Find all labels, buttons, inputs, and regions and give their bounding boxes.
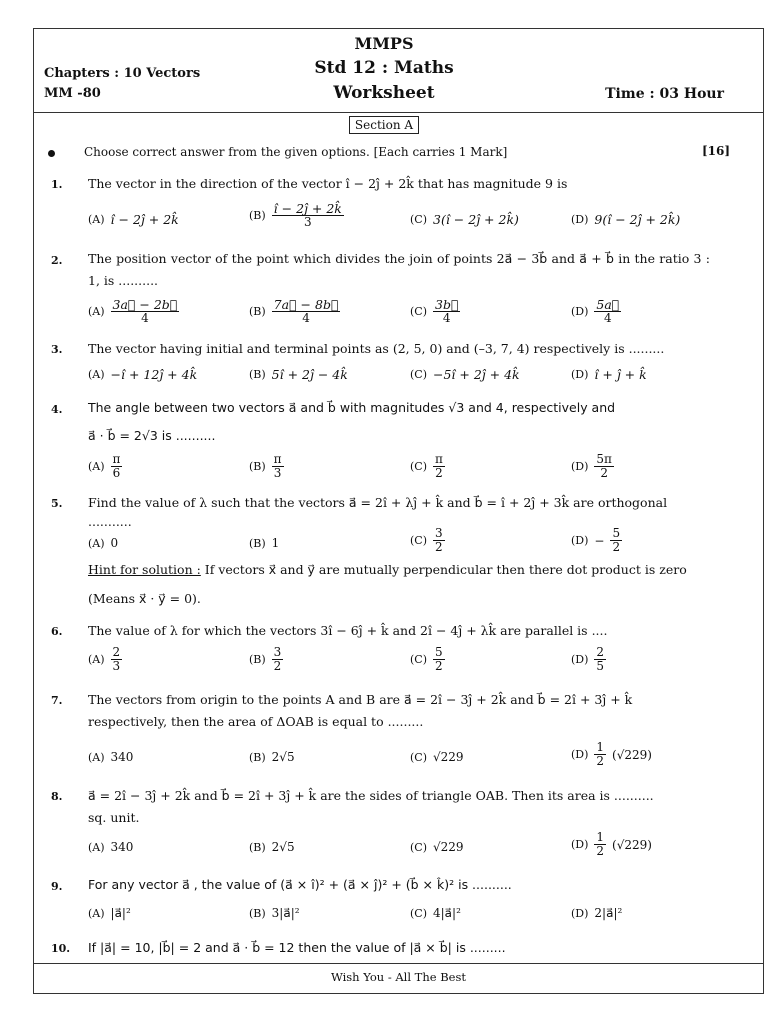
subject-title: Std 12 : Maths [314, 58, 454, 78]
question-text-cont: a⃗ · b⃗ = 2√3 is .......... [88, 428, 216, 443]
option-b: (B) $\frac{\pi}{3}$ [249, 452, 282, 480]
chapter-label: Chapters : 10 Vectors [44, 66, 201, 81]
hint-text [88, 559, 710, 581]
question-text-cont: respectively, then the area of ΔOAB is equal to ......... [88, 714, 424, 729]
option-c: (C) $\frac{5}{2}$ [410, 645, 443, 673]
section-marks: [16] [701, 144, 730, 158]
option-a: (A) $\frac{\pi}{6}$ [88, 452, 121, 480]
header-divider [33, 112, 764, 113]
option-b: (B) 3|a⃗|² [249, 906, 300, 920]
question-text: The value of λ for which the vectors 3î − 6ĵ + k̂ and 2î − 4ĵ + λk̂ are parallel is .... [88, 623, 608, 638]
question-number: 7. [51, 694, 63, 707]
worksheet-title: Worksheet [333, 83, 435, 103]
footer-divider [33, 963, 764, 964]
question-number: 1. [51, 178, 63, 191]
option-a: (A) î − 2ĵ + 2k̂ [88, 212, 179, 227]
question-text: Find the value of λ such that the vectors a⃗ = 2î + λĵ + k̂ and b⃗ = î + 2ĵ + 3k̂ are orthogonal [88, 495, 668, 510]
option-b: (B) $\frac{7a⃗ - 8b⃗}{4}$ [249, 297, 339, 325]
option-a: (A) $\frac{3a⃗ - 2b⃗}{4}$ [88, 297, 178, 325]
option-b: (B) 2√5 [249, 840, 295, 854]
question-number: 5. [51, 497, 63, 510]
bullet-icon [48, 150, 55, 157]
option-c: (C) $\frac{3b⃗}{4}$ [410, 297, 459, 325]
hint-text-cont: (Means x⃗ · y⃗ = 0). [88, 591, 201, 606]
option-b: (B) $\frac{3}{2}$ [249, 645, 282, 673]
option-d: (D) $\frac{1}{2}$ (√229) [571, 830, 652, 858]
question-text: a⃗ = 2î − 3ĵ + 2k̂ and b⃗ = 2î + 3ĵ + k̂ are the sides of triangle OAB. Then its area is .......... [88, 788, 654, 803]
question-number: 8. [51, 790, 63, 803]
question-text: If |a⃗| = 10, |b⃗| = 2 and a⃗ · b⃗ = 12 then the value of |a⃗ × b⃗| is ......... [88, 940, 506, 955]
option-d: (D) 9(î − 2ĵ + 2k̂) [571, 212, 681, 227]
option-b: (B) 1 [249, 536, 280, 550]
option-a: (A) 0 [88, 536, 119, 550]
question-number: 3. [51, 343, 63, 356]
option-b: (B) $\frac{î - 2ĵ + 2k̂}{3}$ [249, 201, 342, 229]
question-number: 6. [51, 625, 63, 638]
question-text: The vector having initial and terminal points as (2, 5, 0) and (–3, 7, 4) respectively is ......... [88, 341, 665, 356]
option-a: (A) −î + 12ĵ + 4k̂ [88, 367, 198, 382]
question-text: For any vector a⃗ , the value of (a⃗ × î)² + (a⃗ × ĵ)² + (b⃗ × k̂)² is .......... [88, 877, 512, 892]
option-c: (C) −5î + 2ĵ + 4k̂ [410, 367, 520, 382]
option-d: (D) 2|a⃗|² [571, 906, 623, 920]
question-text-cont: sq. unit. [88, 810, 140, 825]
question-text: The angle between two vectors a⃗ and b⃗ with magnitudes √3 and 4, respectively and [88, 400, 616, 415]
option-c: (C) 4|a⃗|² [410, 906, 461, 920]
question-number: 4. [51, 403, 63, 416]
option-d: (D) $\frac{5\pi}{2}$ [571, 452, 612, 480]
option-d: (D) − $\frac{5}{2}$ [571, 526, 621, 554]
question-number: 9. [51, 880, 63, 893]
section-heading [0, 118, 768, 132]
marks-code: MM -80 [44, 86, 101, 101]
option-c: (C) $\frac{\pi}{2}$ [410, 452, 443, 480]
question-text: The vector in the direction of the vector î − 2ĵ + 2k̂ that has magnitude 9 is [88, 176, 568, 191]
option-c: (C) $\frac{3}{2}$ [410, 526, 443, 554]
time-label: Time : 03 Hour [605, 86, 724, 102]
option-d: (D) $\frac{2}{5}$ [571, 645, 605, 673]
question-number: 10. [51, 942, 71, 955]
option-a: (A) $\frac{2}{3}$ [88, 645, 121, 673]
question-number: 2. [51, 254, 63, 267]
footer-text: Wish You - All The Best [330, 970, 466, 984]
instruction-text: Choose correct answer from the given options. [Each carries 1 Mark] [84, 145, 508, 159]
option-c: (C) √229 [410, 750, 464, 764]
option-d: (D) $\frac{5a⃗}{4}$ [571, 297, 620, 325]
hint-body: If vectors x⃗ and y⃗ are mutually perpendicular then there dot product is zero [200, 562, 687, 577]
option-a: (A) 340 [88, 840, 134, 854]
option-d: (D) $\frac{1}{2}$ (√229) [571, 740, 652, 768]
option-c: (C) 3(î − 2ĵ + 2k̂) [410, 212, 519, 227]
option-b: (B) 2√5 [249, 750, 295, 764]
section-label: Section A [349, 116, 419, 134]
question-text: The vectors from origin to the points A and B are a⃗ = 2î − 3ĵ + 2k̂ and b⃗ = 2î + 3ĵ + k̂ [88, 692, 633, 707]
option-a: (A) |a⃗|² [88, 906, 131, 920]
school-name: MMPS [354, 34, 414, 53]
question-text-cont: ........... [88, 514, 132, 529]
option-c: (C) √229 [410, 840, 464, 854]
option-d: (D) î + ĵ + k̂ [571, 367, 647, 382]
question-text: The position vector of the point which divides the join of points 2a⃗ − 3b⃗ and a⃗ + b⃗ in the ratio 3 : 1, is .......... [88, 251, 710, 288]
option-b: (B) 5î + 2ĵ − 4k̂ [249, 367, 348, 382]
option-a: (A) 340 [88, 750, 134, 764]
hint-label: Hint for solution : [88, 562, 201, 577]
